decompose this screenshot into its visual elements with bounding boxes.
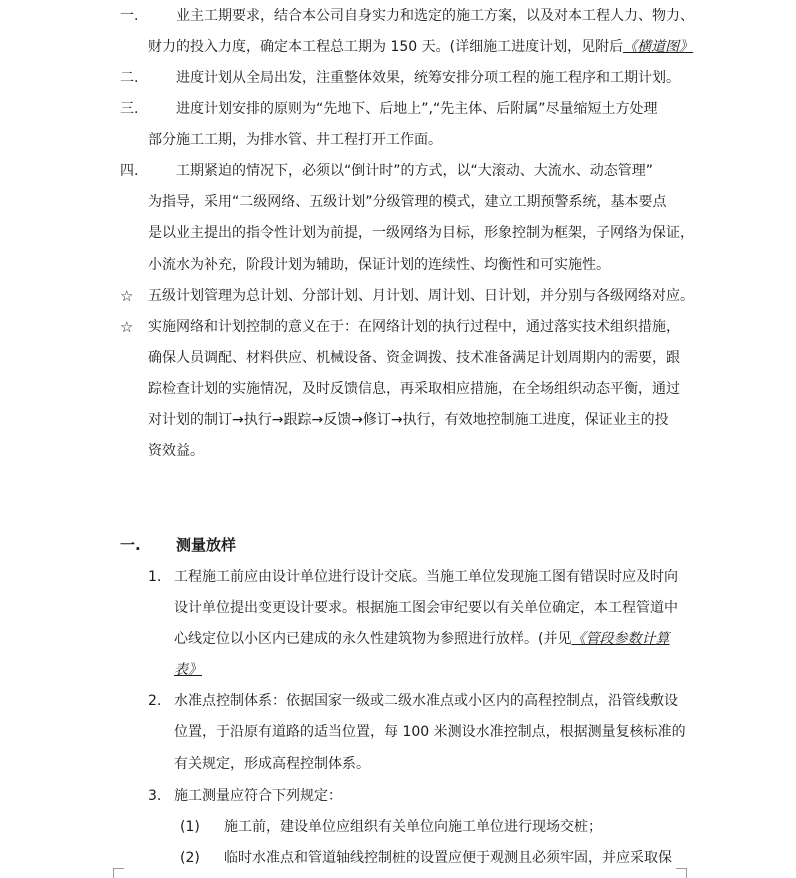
paragraph-line: 财力的投入力度，确定本工程总工期为 150 天。(详细施工进度计划，见附后《横道图》 (148, 39, 694, 55)
section-heading: 测量放样 (176, 536, 237, 554)
reference-link[interactable]: 表》 (174, 662, 202, 678)
section-number: 一. (120, 536, 141, 554)
paragraph-line: 施工前，建设单位应组织有关单位向施工单位进行现场交桩； (224, 819, 602, 835)
paragraph-line: 五级计划管理为总计划、分部计划、月计划、周计划、日计划，并分别与各级网络对应。 (148, 288, 694, 304)
paragraph-line: 资效益。 (148, 443, 204, 459)
list-number: 一. (120, 8, 139, 24)
list-number: 1. (148, 569, 162, 585)
list-number: 三. (120, 101, 139, 117)
paragraph-line: 工程施工前应由设计单位进行设计交底。当施工单位发现施工图有错误时应及时向 (174, 569, 678, 585)
paragraph-line: 是以业主提出的指令性计划为前提，一级网络为目标，形象控制为框架，子网络为保证， (148, 225, 694, 241)
paragraph-line: 进度计划安排的原则为“先地下、后地上”,“先主体、后附属”尽量缩短土方处理 (176, 101, 658, 117)
paragraph-line: 小流水为补充，阶段计划为辅助，保证计划的连续性、均衡性和可实施性。 (148, 257, 610, 273)
paragraph-line: 部分施工工期，为排水管、井工程打开工作面。 (148, 132, 442, 148)
list-number: 3. (148, 788, 162, 804)
paragraph-line: 对计划的制订→执行→跟踪→反馈→修订→执行，有效地控制施工进度，保证业主的投 (148, 412, 669, 428)
list-number: 四. (120, 163, 139, 179)
paragraph-line: 确保人员调配、材料供应、机械设备、资金调拨、技术准备满足计划周期内的需要，跟 (148, 350, 680, 366)
paragraph-line: 设计单位提出变更设计要求。根据施工图会审纪要以有关单位确定，本工程管道中 (174, 600, 678, 616)
paragraph-line: 施工测量应符合下列规定： (174, 788, 342, 804)
paragraph-line (174, 660, 202, 680)
paragraph-line: 位置，于沿原有道路的适当位置，每 100 米测设水准控制点，根据测量复核标准的 (174, 724, 686, 740)
sublist-number: (1) (180, 819, 200, 835)
paragraph-line: 临时水准点和管道轴线控制桩的设置应便于观测且必须牢固，并应采取保 (224, 850, 672, 866)
list-number: 2. (148, 693, 162, 709)
list-number: 二. (120, 70, 139, 86)
paragraph-line: 实施网络和计划控制的意义在于：在网络计划的执行过程中，通过落实技术组织措施， (148, 319, 680, 335)
reference-link[interactable]: 《横道图》 (623, 39, 694, 55)
paragraph-line: 业主工期要求，结合本公司自身实力和选定的施工方案，以及对本工程人力、物力、 (176, 8, 694, 24)
paragraph-line: 踪检查计划的实施情况，及时反馈信息，再采取相应措施，在全场组织动态平衡，通过 (148, 381, 680, 397)
reference-link[interactable]: 《管段参数计算 (571, 631, 670, 647)
sublist-number: (2) (180, 850, 200, 866)
paragraph-line: 水准点控制体系：依据国家一级或二级水准点或小区内的高程控制点，沿管线敷设 (174, 693, 678, 709)
paragraph-line: 工期紧迫的情况下，必须以“倒计时”的方式，以“大滚动、大流水、动态管理” (176, 163, 654, 179)
star-bullet-icon: ☆ (120, 287, 134, 305)
paragraph-line: 有关规定，形成高程控制体系。 (174, 756, 370, 772)
paragraph-line: 心线定位以小区内已建成的永久性建筑物为参照进行放样。(并见《管段参数计算 (174, 631, 670, 647)
star-bullet-icon: ☆ (120, 318, 134, 336)
paragraph-line: 为指导，采用“二级网络、五级计划”分级管理的模式，建立工期预警系统，基本要点 (148, 194, 667, 210)
paragraph-line: 进度计划从全局出发，注重整体效果，统筹安排分项工程的施工程序和工期计划。 (176, 70, 680, 86)
